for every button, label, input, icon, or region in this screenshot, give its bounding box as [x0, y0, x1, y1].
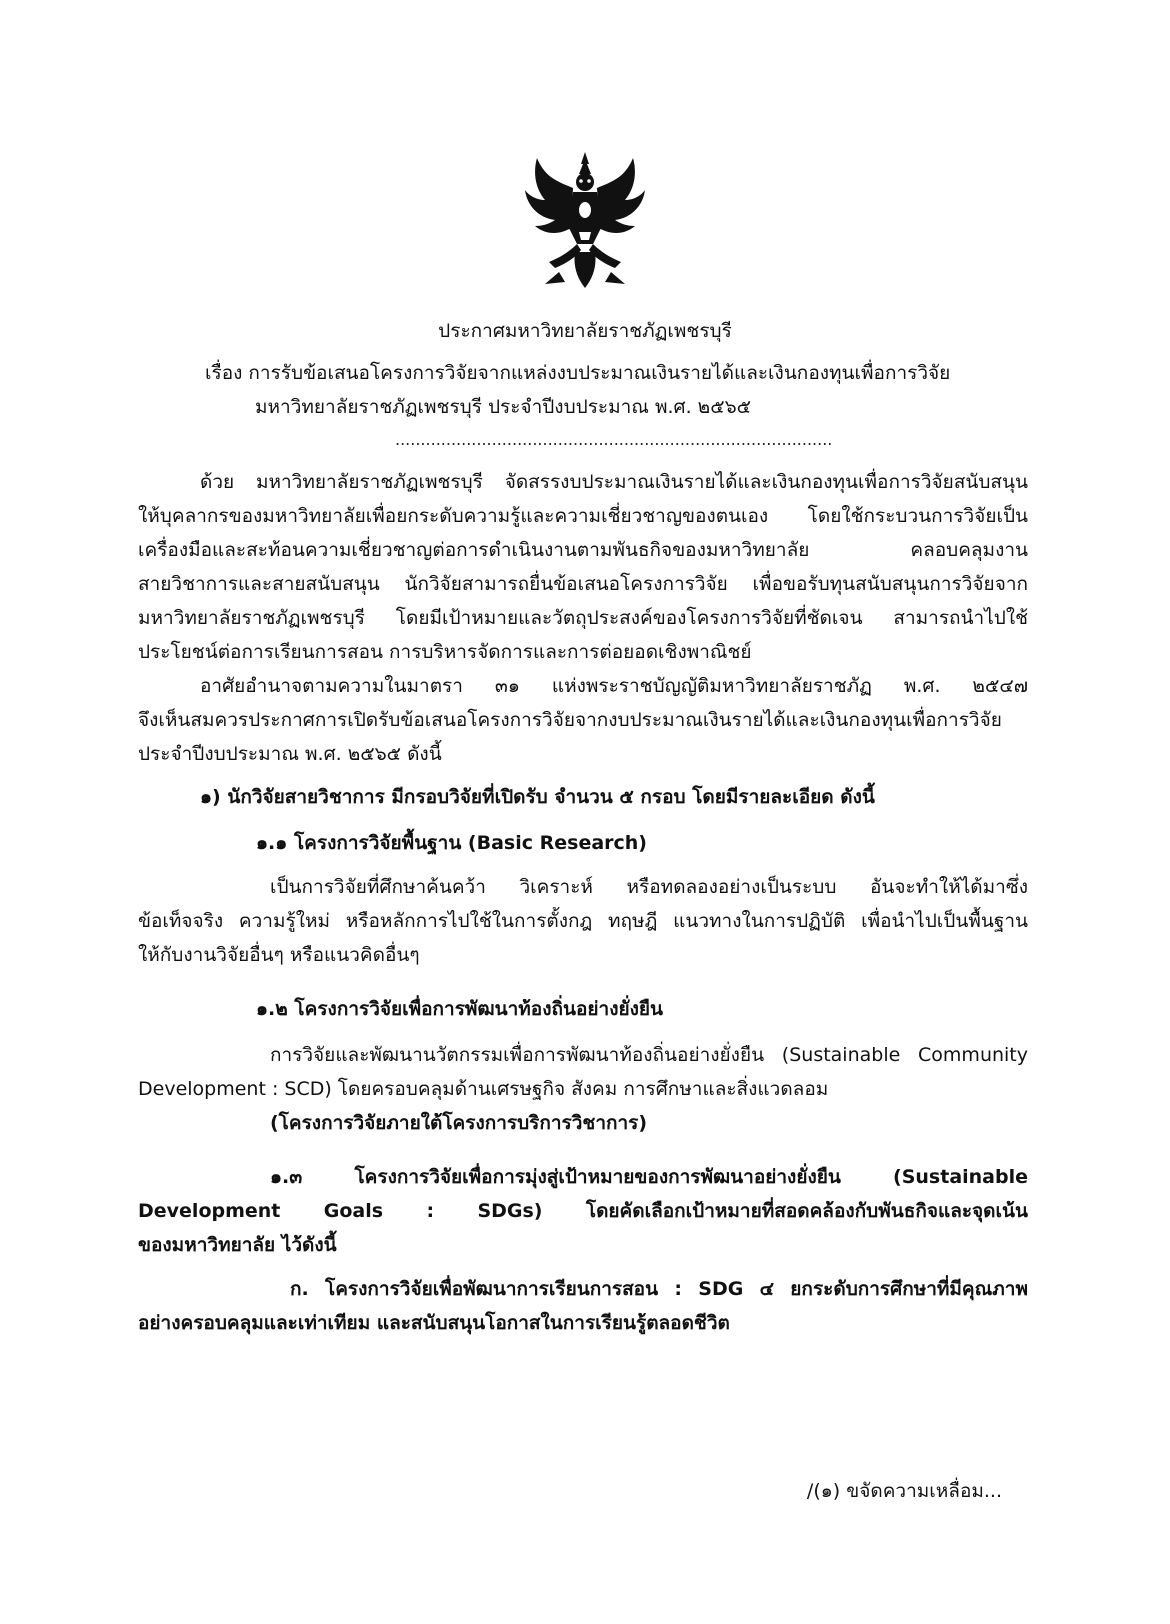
- authority-line: จึงเห็นสมควรประกาศการเปิดรับข้อเสนอโครงการวิจัยจากงบประมาณเงินรายได้และเงินกองทุนเพื่อการวิจัย: [138, 709, 1002, 731]
- garuda-emblem-icon: [515, 148, 655, 293]
- intro-paragraph: [138, 465, 1028, 669]
- subject-line-2: มหาวิทยาลัยราชภัฏเพชรบุรี ประจำปีงบประมาณ พ.ศ. ๒๕๖๕: [255, 396, 752, 418]
- authority-line: อาศัยอำนาจตามความในมาตรา ๓๑ แห่งพระราชบัญญัติมหาวิทยาลัยราชภัฏ พ.ศ. ๒๕๔๗: [200, 675, 1028, 697]
- section-1-2-line: การวิจัยและพัฒนานวัตกรรมเพื่อการพัฒนาท้องถิ่นอย่างยั่งยืน (Sustainable Community: [270, 1044, 1028, 1066]
- announcement-title: ประกาศมหาวิทยาลัยราชภัฏเพชรบุรี: [438, 320, 732, 342]
- section-1-3a-line: ก. โครงการวิจัยเพื่อพัฒนาการเรียนการสอน : SDG ๔ ยกระดับการศึกษาที่มีคุณภาพ: [290, 1278, 1028, 1300]
- section-1-3-body: [138, 1160, 1028, 1262]
- intro-line: เครื่องมือและสะท้อนความเชี่ยวชาญต่อการดำเนินงานตามพันธกิจของมหาวิทยาลัย คลอบคลุมงาน: [138, 539, 1028, 561]
- section-1-1-line: ให้กับงานวิจัยอื่นๆ หรือแนวคิดอื่นๆ: [138, 944, 420, 966]
- continuation-note: /(๑) ขจัดความเหลื่อม...: [806, 1480, 1002, 1502]
- subject-block: [205, 356, 950, 424]
- intro-line: ให้บุคลากรของมหาวิทยาลัยเพื่อยกระดับความรู้และความเชี่ยวชาญของตนเอง โดยใช้กระบวนการวิจัยเป็น: [138, 505, 1028, 527]
- intro-line: ด้วย มหาวิทยาลัยราชภัฏเพชรบุรี จัดสรรงบประมาณเงินรายได้และเงินกองทุนเพื่อการวิจัยสนับสนุน: [200, 471, 1028, 493]
- section-1-2-body: [138, 1038, 1028, 1140]
- section-1-1-heading: ๑.๑ โครงการวิจัยพื้นฐาน (Basic Research): [256, 832, 647, 854]
- section-1-1-line: เป็นการวิจัยที่ศึกษาค้นคว้า วิเคราะห์ หรือทดลองอย่างเป็นระบบ อันจะทำให้ได้มาซึ่ง: [270, 876, 1028, 898]
- section-1-2-heading: ๑.๒ โครงการวิจัยเพื่อการพัฒนาท้องถิ่นอย่างยั่งยืน: [256, 998, 664, 1020]
- intro-line: มหาวิทยาลัยราชภัฏเพชรบุรี โดยมีเป้าหมายและวัตถุประสงค์ของโครงการวิจัยที่ชัดเจน สามารถนำไปใช้: [138, 607, 1028, 629]
- intro-line: ประโยชน์ต่อการเรียนการสอน การบริหารจัดการและการต่อยอดเชิงพาณิชย์: [138, 641, 752, 663]
- section-1-3-line: Development Goals : SDGs) โดยคัดเลือกเป้าหมายที่สอดคล้องกับพันธกิจและจุดเน้น: [138, 1200, 1028, 1222]
- section-1-1-line: ข้อเท็จจริง ความรู้ใหม่ หรือหลักการไปใช้ในการตั้งกฎ ทฤษฎี แนวทางในการปฏิบัติ เพื่อนำไปเป็นพื้นฐาน: [138, 910, 1028, 932]
- section-1-3a-line: อย่างครอบคลุมและเท่าเทียม และสนับสนุนโอกาสในการเรียนรู้ตลอดชีวิต: [138, 1312, 730, 1334]
- section-1-3-line: ๑.๓ โครงการวิจัยเพื่อการมุ่งสู่เป้าหมายของการพัฒนาอย่างยั่งยืน (Sustainable: [270, 1166, 1028, 1188]
- section-1-3a-body: [138, 1272, 1028, 1340]
- divider-dots: ......................................................................................: [395, 430, 833, 449]
- subject-line-1: เรื่อง การรับข้อเสนอโครงการวิจัยจากแหล่งงบประมาณเงินรายได้และเงินกองทุนเพื่อการวิจัย: [205, 362, 951, 384]
- authority-paragraph: [138, 669, 1028, 771]
- section-1-2-line: Development : SCD) โดยครอบคลุมด้านเศรษฐกิจ สังคม การศึกษาและสิ่งแวดลอม: [138, 1078, 829, 1100]
- section-1-3-line: ของมหาวิทยาลัย ไว้ดังนี้: [138, 1234, 337, 1256]
- section-1-2-note: (โครงการวิจัยภายใต้โครงการบริการวิชาการ): [270, 1112, 648, 1134]
- section-1-1-body: [138, 870, 1028, 972]
- intro-line: สายวิชาการและสายสนับสนุน นักวิจัยสามารถยื่นข้อเสนอโครงการวิจัย เพื่อขอรับทุนสนับสนุนการวิจัยจาก: [138, 573, 1028, 595]
- section-1-heading: ๑) นักวิจัยสายวิชาการ มีกรอบวิจัยที่เปิดรับ จำนวน ๕ กรอบ โดยมีรายละเอียด ดังนี้: [200, 786, 875, 808]
- authority-line: ประจำปีงบประมาณ พ.ศ. ๒๕๖๕ ดังนี้: [138, 743, 442, 765]
